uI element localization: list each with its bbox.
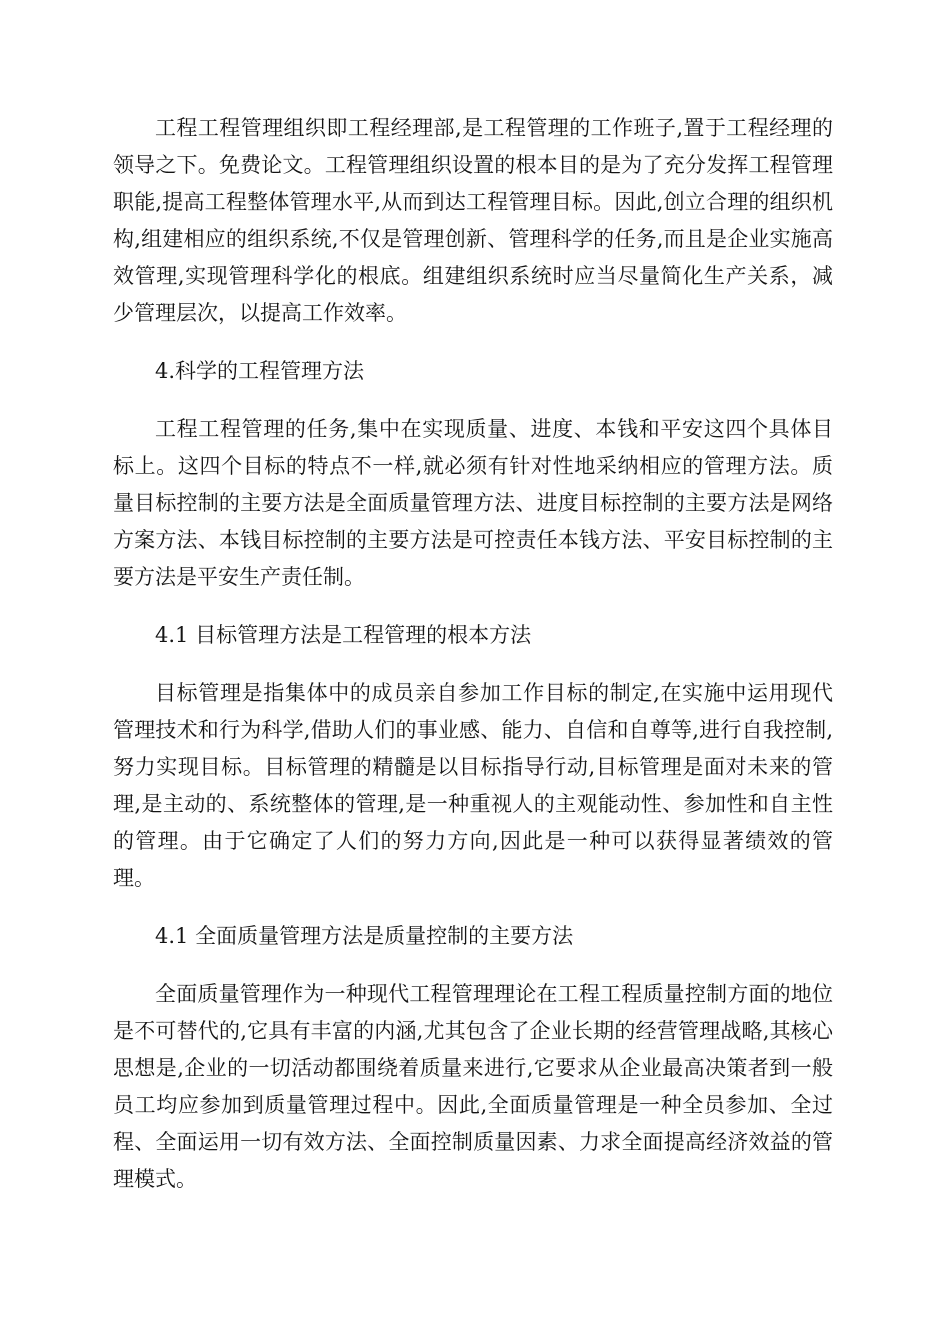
section-heading-objective-management: 4.1 目标管理方法是工程管理的根本方法	[155, 623, 532, 647]
paragraph-objective-management: 目标管理是指集体中的成员亲自参加工作目标的制定,在实施中运用现代管理技术和行为科学,借助人们的事业感、能力、自信和自尊等,进行自我控制,努力实现目标。目标管理的精髓是以目标指导行动,目标管理是面对未来的管理,是主动的、系统整体的管理,是一种重视人的主观能动性、参加性和自主性的管理。由于它确定了人们的努力方向,因此是一种可以获得显著绩效的管理。	[113, 681, 833, 890]
paragraph-project-organization: 工程工程管理组织即工程经理部,是工程管理的工作班子,置于工程经理的领导之下。免费论文。工程管理组织设置的根本目的是为了充分发挥工程管理职能,提高工程整体管理水平,从而到达工程管理目标。因此,创立合理的组织机构,组建相应的组织系统,不仅是管理创新、管理科学的任务,而且是企业实施高效管理,实现管理科学化的根底。组建组织系统时应当尽量简化生产关系，减少管理层次，以提高工作效率。	[113, 116, 833, 325]
section-heading-total-quality-management: 4.1 全面质量管理方法是质量控制的主要方法	[155, 924, 574, 948]
section-heading-scientific-methods: 4.科学的工程管理方法	[155, 359, 365, 383]
paragraph-total-quality-management: 全面质量管理作为一种现代工程管理理论在工程工程质量控制方面的地位是不可替代的,它具有丰富的内涵,尤其包含了企业长期的经营管理战略,其核心思想是,企业的一切活动都围绕着质量来进行,它要求从企业最高决策者到一般员工均应参加到质量管理过程中。因此,全面质量管理是一种全员参加、全过程、全面运用一切有效方法、全面控制质量因素、力求全面提高经济效益的管理模式。	[113, 982, 833, 1191]
document-body	[113, 110, 833, 1219]
paragraph-management-tasks: 工程工程管理的任务,集中在实现质量、进度、本钱和平安这四个具体目标上。这四个目标的特点不一样,就必须有针对性地采纳相应的管理方法。质量目标控制的主要方法是全面质量管理方法、进度目标控制的主要方法是网络方案方法、本钱目标控制的主要方法是可控责任本钱方法、平安目标控制的主要方法是平安生产责任制。	[113, 417, 833, 589]
